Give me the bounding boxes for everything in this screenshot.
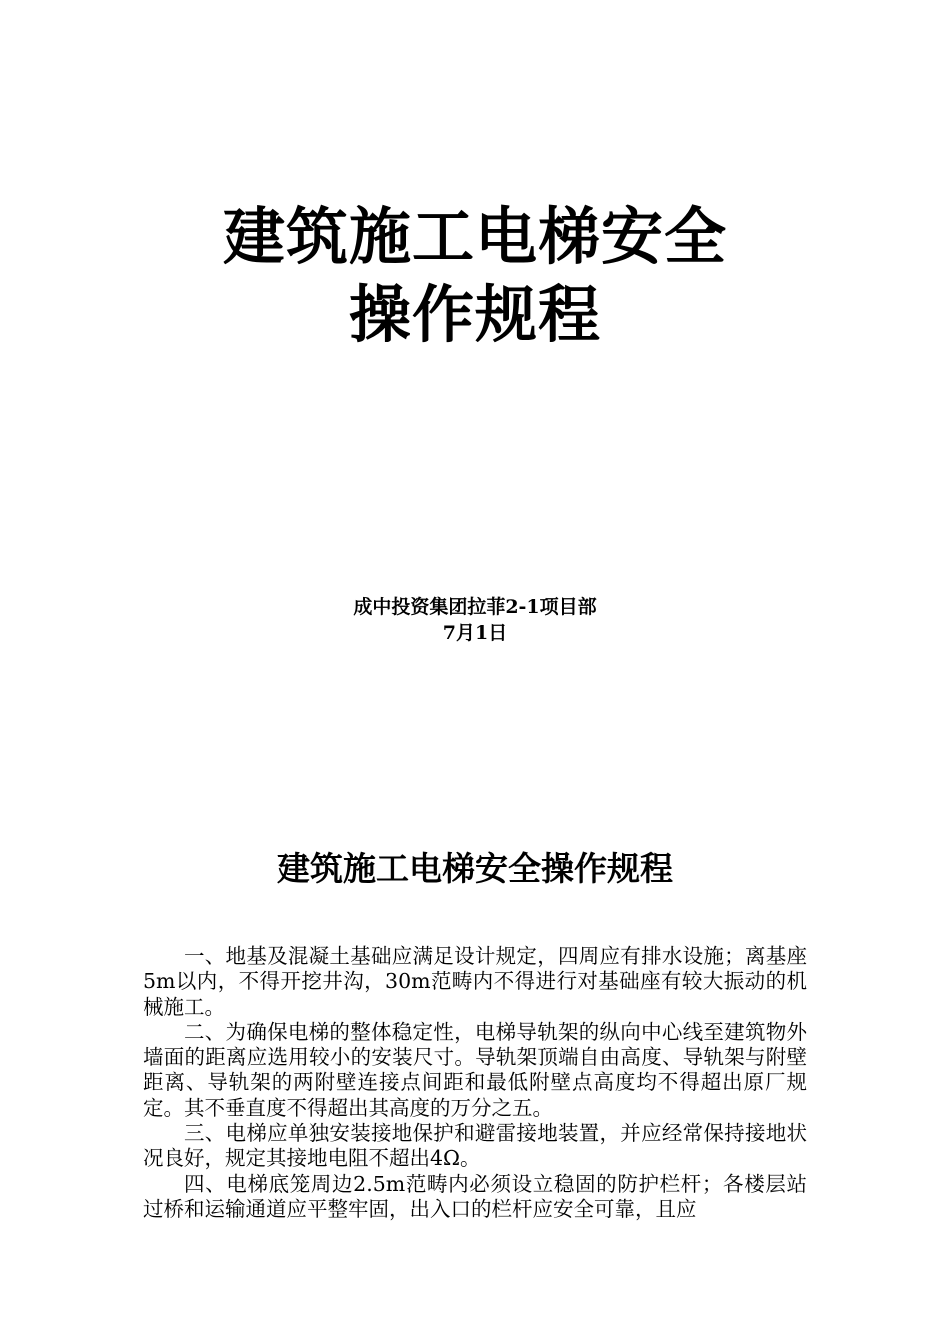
document-title: 建筑施工电梯安全操作规程	[277, 849, 673, 888]
cover-date: 7月1日	[442, 622, 508, 644]
document-body	[143, 944, 807, 1222]
cover-organization-block	[0, 594, 950, 646]
paragraph-2: 二、为确保电梯的整体稳定性，电梯导轨架的纵向中心线至建筑物外墙面的距离应选用较小的安装尺寸。导轨架顶端自由高度、导轨架与附壁距离、导轨架的两附壁连接点间距和最低附壁点高度均不得超出原厂规定。其不垂直度不得超出其高度的万分之五。	[143, 1019, 807, 1120]
organization-name: 成中投资集团拉菲2-1项目部	[353, 596, 597, 618]
paragraph-4: 四、电梯底笼周边2.5m范畴内必须设立稳固的防护栏杆；各楼层站过桥和运输通道应平整牢固，出入口的栏杆应安全可靠，且应	[143, 1171, 807, 1221]
paragraph-1: 一、地基及混凝土基础应满足设计规定，四周应有排水设施；离基座5m以内，不得开挖井沟，30m范畴内不得进行对基础座有较大振动的机械施工。	[143, 944, 807, 1019]
cover-title-line-1: 建筑施工电梯安全	[222, 200, 727, 273]
cover-title-line-2: 操作规程	[348, 278, 601, 351]
paragraph-3: 三、电梯应单独安装接地保护和避雷接地装置，并应经常保持接地状况良好，规定其接地电阻不超出4Ω。	[143, 1121, 807, 1171]
cover-title	[0, 198, 950, 354]
